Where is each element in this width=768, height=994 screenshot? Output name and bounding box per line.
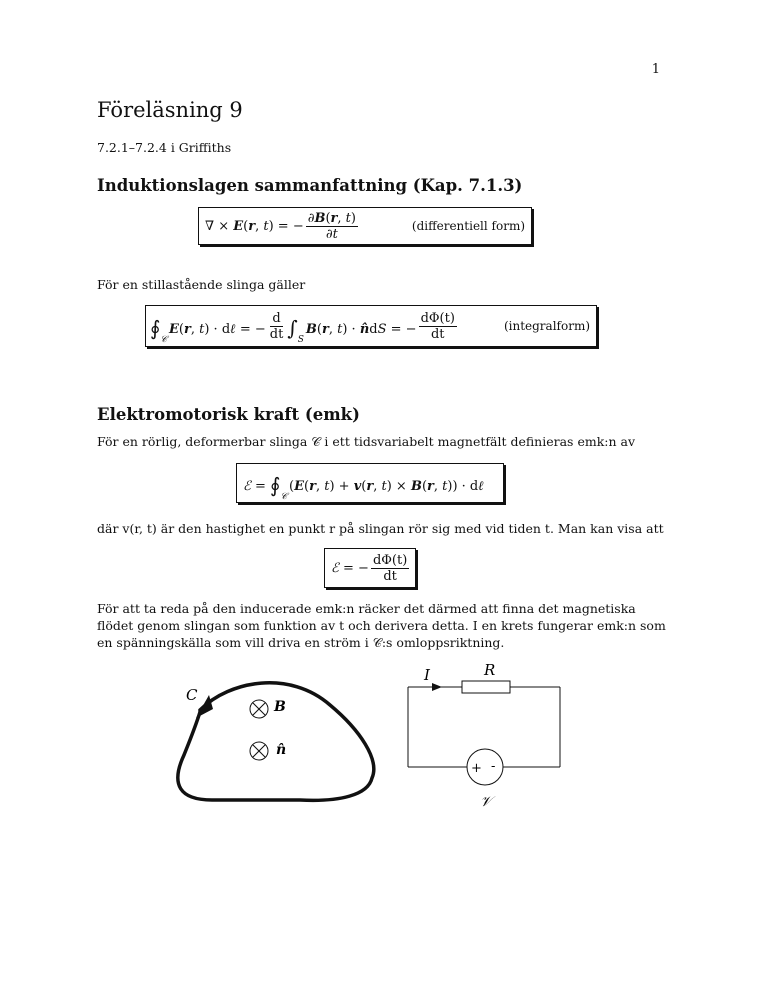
equation-differential-note: (differentiell form) — [411, 219, 525, 233]
into-page-n-icon — [250, 742, 268, 760]
equation-emf-flux-lhs: ℰ = − — [331, 560, 369, 576]
equation-integral-ddt: $\frac{d}{dt}$ — [269, 310, 284, 342]
b-field-label: B — [274, 699, 286, 715]
section-heading-emf: Elektromotorisk kraft (emk) — [97, 405, 360, 424]
section-heading-induction: Induktionslagen sammanfattning (Kap. 7.1.3) — [97, 176, 523, 195]
equation-differential-fraction: $\frac{\partial B(r, t)}{\partial t}$ — [307, 210, 356, 242]
equation-integral-note: (integralform) — [503, 319, 590, 333]
loop-label: C — [186, 686, 198, 704]
loop-direction-arrow-icon — [196, 695, 213, 718]
emf-definition-text: För en rörlig, deformerbar slinga 𝒞 i ett tidsvariabelt magnetfält definieras emk:n av — [97, 434, 636, 449]
resistor-label: R — [484, 661, 496, 679]
current-direction-arrow-icon — [432, 683, 442, 691]
normal-vector-label: n̂ — [276, 742, 287, 758]
equation-integral-flux: $\int_SB(r$, t) · n̂dS = − — [287, 316, 417, 345]
equation-integral-dphi: $\frac{d\Phi(t)}{dt}$ — [420, 310, 455, 342]
source-minus-label: - — [491, 759, 496, 774]
current-label: I — [424, 666, 430, 684]
source-plus-label: + — [471, 761, 482, 776]
source-label: 𝒱 — [480, 794, 492, 810]
velocity-explanation-text: där v(r, t) är den hastighet en punkt r på slingan rör sig med vid tiden t. Man kan visa att — [97, 521, 664, 536]
equation-integral-body: $∮_𝒞E(r$, t) · dℓ = − — [150, 316, 266, 345]
page-number: 1 — [651, 62, 660, 77]
equation-differential-lhs: ∇ × E(r, t) = − — [205, 218, 304, 234]
stationary-loop-text: För en stillastående slinga gäller — [97, 277, 306, 292]
equation-emf-flux-fraction: $\frac{d\Phi(t)}{dt}$ — [372, 552, 408, 584]
into-page-b-icon — [250, 700, 268, 718]
resistor-icon — [462, 681, 510, 693]
subtitle: 7.2.1–7.2.4 i Griffiths — [97, 140, 232, 155]
induced-emf-text: För att ta reda på den inducerade emk:n räcker det därmed att finna det magnetiska flödet genom slingan som funktion av t och derivera detta. I en krets fungerar emk:n som en spänningskälla som vill driva en ström i 𝒞:s omloppsriktning. — [97, 601, 666, 650]
page-title: Föreläsning 9 — [97, 98, 243, 122]
equation-emf-body: ℰ = $∮_𝒞(E(r$, t) + v(r, t) × B(r, t)) · dℓ — [243, 473, 484, 502]
